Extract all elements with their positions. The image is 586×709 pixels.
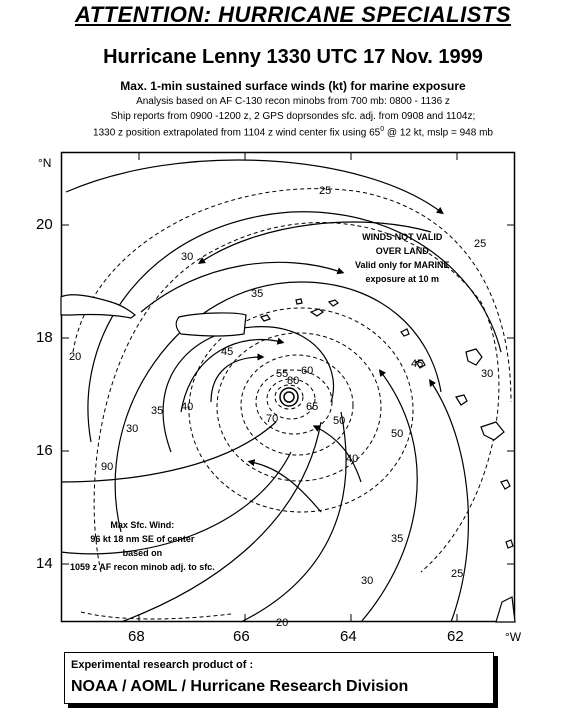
contour-label: 55: [276, 368, 289, 380]
contour-label: 40: [181, 401, 194, 413]
lon-label-68: 68: [128, 628, 145, 645]
max-wind-line: 1059 z AF recon minob adj. to sfc.: [70, 562, 215, 572]
attention-heading: ATTENTION: HURRICANE SPECIALISTS: [74, 2, 512, 27]
lon-label-62: 62: [447, 628, 464, 645]
lat-label-14: 14: [36, 555, 53, 572]
position-note-b: @ 12 kt, mslp = 948 mb: [384, 127, 493, 139]
credit-box: [64, 652, 494, 704]
contour-label: 30: [181, 251, 194, 263]
north-unit-label: °N: [38, 156, 52, 170]
contour-label: 80: [287, 375, 300, 387]
contour-label: 25: [319, 185, 332, 197]
contour-label: 40: [346, 453, 359, 465]
ship-report-note: Ship reports from 0900 -1200 z, 2 GPS doprsondes sfc. adj. from 0908 and 1104z;: [110, 111, 476, 122]
contour-label: 35: [151, 405, 164, 417]
position-note-a: 1330 z position extrapolated from 1104 z wind center fix using 65: [93, 127, 381, 139]
credit-line-1: Experimental research product of :: [71, 659, 254, 671]
contour-label: 45: [411, 358, 424, 370]
contour-label: 35: [251, 288, 264, 300]
max-wind-line: Max Sfc. Wind:: [110, 520, 175, 530]
max-wind-line: based on: [122, 548, 163, 558]
contour-label: 70: [266, 413, 279, 425]
land-warning-line: exposure at 10 m: [365, 274, 440, 284]
subtitle: Max. 1-min sustained surface winds (kt) for marine exposure: [120, 79, 466, 93]
contour-label: 50: [391, 428, 404, 440]
contour-label: 30: [361, 575, 374, 587]
contour-label: 25: [451, 568, 464, 580]
contour-label: 20: [276, 617, 289, 629]
contour-label: 45: [221, 346, 234, 358]
page-title: Hurricane Lenny 1330 UTC 17 Nov. 1999: [103, 46, 483, 68]
contour-label: 30: [126, 423, 139, 435]
contour-label: 60: [301, 365, 314, 377]
degree-sup: 0: [380, 126, 385, 133]
land-warning-line: WINDS NOT VALID: [362, 232, 443, 242]
storm-center: [280, 388, 298, 406]
contour-label: 90: [101, 461, 114, 473]
land-warning-line: Valid only for MARINE: [355, 260, 450, 270]
lat-label-18: 18: [36, 329, 53, 346]
west-unit-label: °W: [505, 630, 522, 644]
max-wind-note: [70, 518, 215, 574]
contour-label: 35: [391, 533, 404, 545]
land-warning-line: OVER LAND: [375, 246, 429, 256]
max-wind-line: 96 kt 18 nm SE of center: [90, 534, 195, 544]
lat-label-20: 20: [36, 216, 53, 233]
contour-label: 25: [474, 238, 487, 250]
analysis-note: Analysis based on AF C-130 recon minobs from 700 mb: 0800 - 1136 z: [136, 96, 450, 107]
credit-line-2: NOAA / AOML / Hurricane Research Division: [71, 678, 409, 695]
land-warning-note: [355, 230, 450, 286]
lon-label-66: 66: [233, 628, 250, 645]
contour-label: 30: [481, 368, 494, 380]
position-note: [0, 126, 586, 138]
contour-label: 65: [306, 401, 319, 413]
lat-label-16: 16: [36, 442, 53, 459]
contour-label: 50: [333, 415, 346, 427]
lon-label-64: 64: [340, 628, 357, 645]
contour-label: 20: [69, 351, 82, 363]
